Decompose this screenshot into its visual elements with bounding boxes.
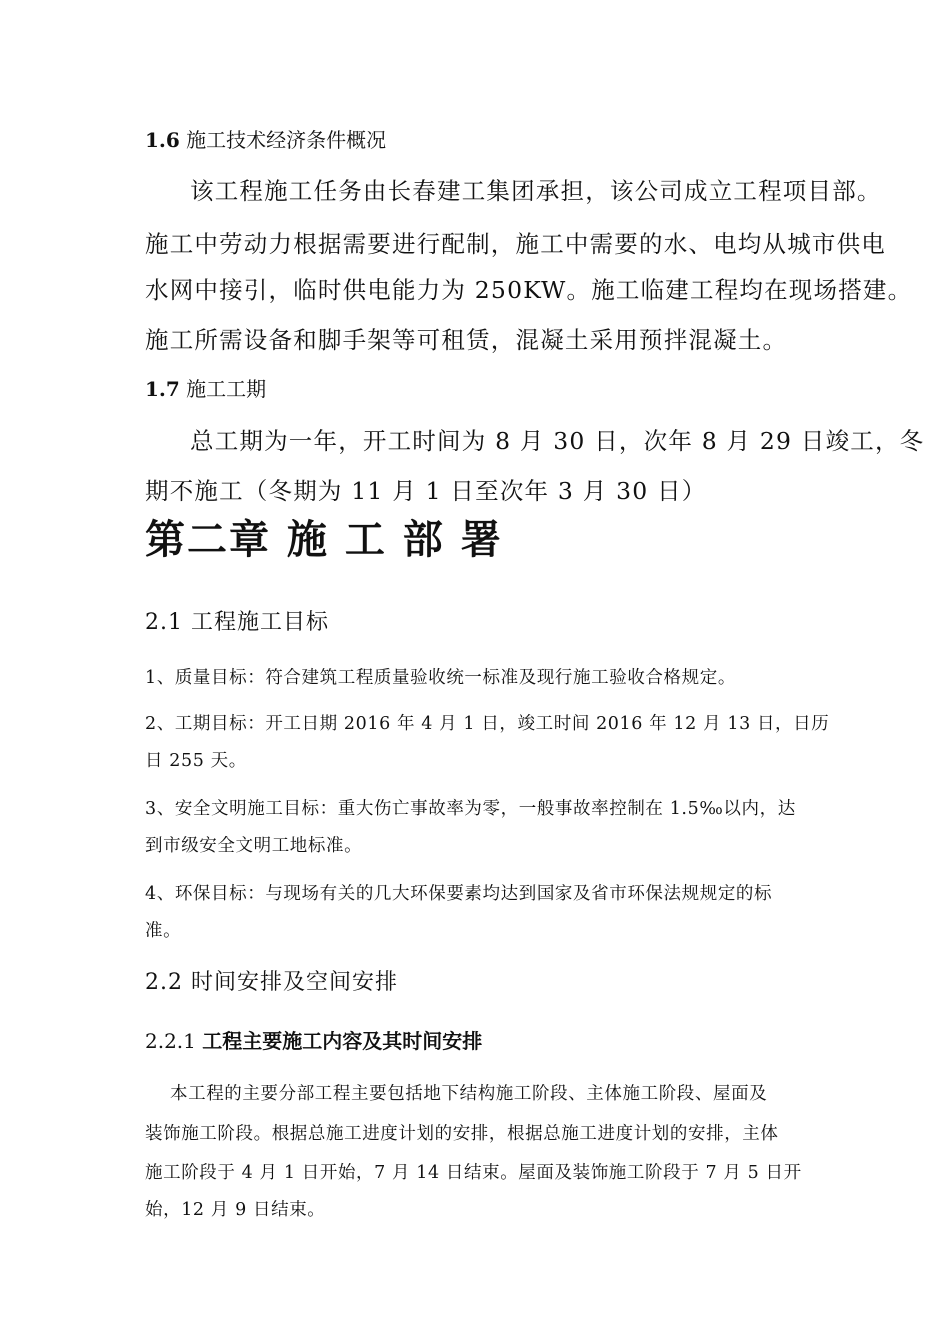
paragraph-2-2-1-line: 施工阶段于 4 月 1 日开始，7 月 14 日结束。屋面及装饰施工阶段于 7 月 5 日开 [145, 1163, 802, 1183]
paragraph-2-2-1-line: 装饰施工阶段。根据总施工进度计划的安排，根据总施工进度计划的安排，主体 [145, 1124, 779, 1144]
section-1-7-heading: 1.7 施工工期 [145, 377, 267, 401]
goal-line: 3、安全文明施工目标：重大伤亡事故率为零，一般事故率控制在 1.5‰以内，达 [145, 799, 796, 819]
goal-line: 4、环保目标：与现场有关的几大环保要素均达到国家及省市环保法规规定的标 [145, 884, 773, 904]
section-2-2-1-heading: 2.2.1 工程主要施工内容及其时间安排 [145, 1029, 483, 1053]
goal-line: 到市级安全文明工地标准。 [145, 836, 363, 856]
paragraph-1-6-line: 施工所需设备和脚手架等可租赁，混凝土采用预拌混凝土。 [145, 326, 788, 354]
section-1-6-heading: 1.6 施工技术经济条件概况 [145, 128, 387, 152]
paragraph-1-6-line: 该工程施工任务由长春建工集团承担，该公司成立工程项目部。 [190, 177, 882, 205]
goal-line: 准。 [145, 921, 182, 941]
paragraph-1-6-line: 施工中劳动力根据需要进行配制，施工中需要的水、电均从城市供电 [145, 230, 886, 258]
section-2-2-heading: 2.2 时间安排及空间安排 [145, 970, 398, 995]
paragraph-2-2-1-line: 始，12 月 9 日结束。 [145, 1200, 326, 1220]
goal-line: 日 255 天。 [145, 751, 247, 771]
goal-line: 1、质量目标：符合建筑工程质量验收统一标准及现行施工验收合格规定。 [145, 668, 736, 688]
section-2-1-heading: 2.1 工程施工目标 [145, 610, 329, 635]
chapter-title: 第二章 施 工 部 署 [145, 517, 503, 563]
paragraph-1-7-line: 期不施工（冬期为 11 月 1 日至次年 3 月 30 日） [145, 477, 707, 505]
paragraph-2-2-1-line: 本工程的主要分部工程主要包括地下结构施工阶段、主体施工阶段、屋面及 [170, 1084, 768, 1104]
goal-line: 2、工期目标：开工日期 2016 年 4 月 1 日，竣工时间 2016 年 12 月 13 日，日历 [145, 714, 830, 734]
paragraph-1-7-line: 总工期为一年，开工时间为 8 月 30 日，次年 8 月 29 日竣工，冬 [190, 427, 925, 455]
paragraph-1-6-line: 水网中接引，临时供电能力为 250KW。施工临建工程均在现场搭建。 [145, 276, 913, 304]
